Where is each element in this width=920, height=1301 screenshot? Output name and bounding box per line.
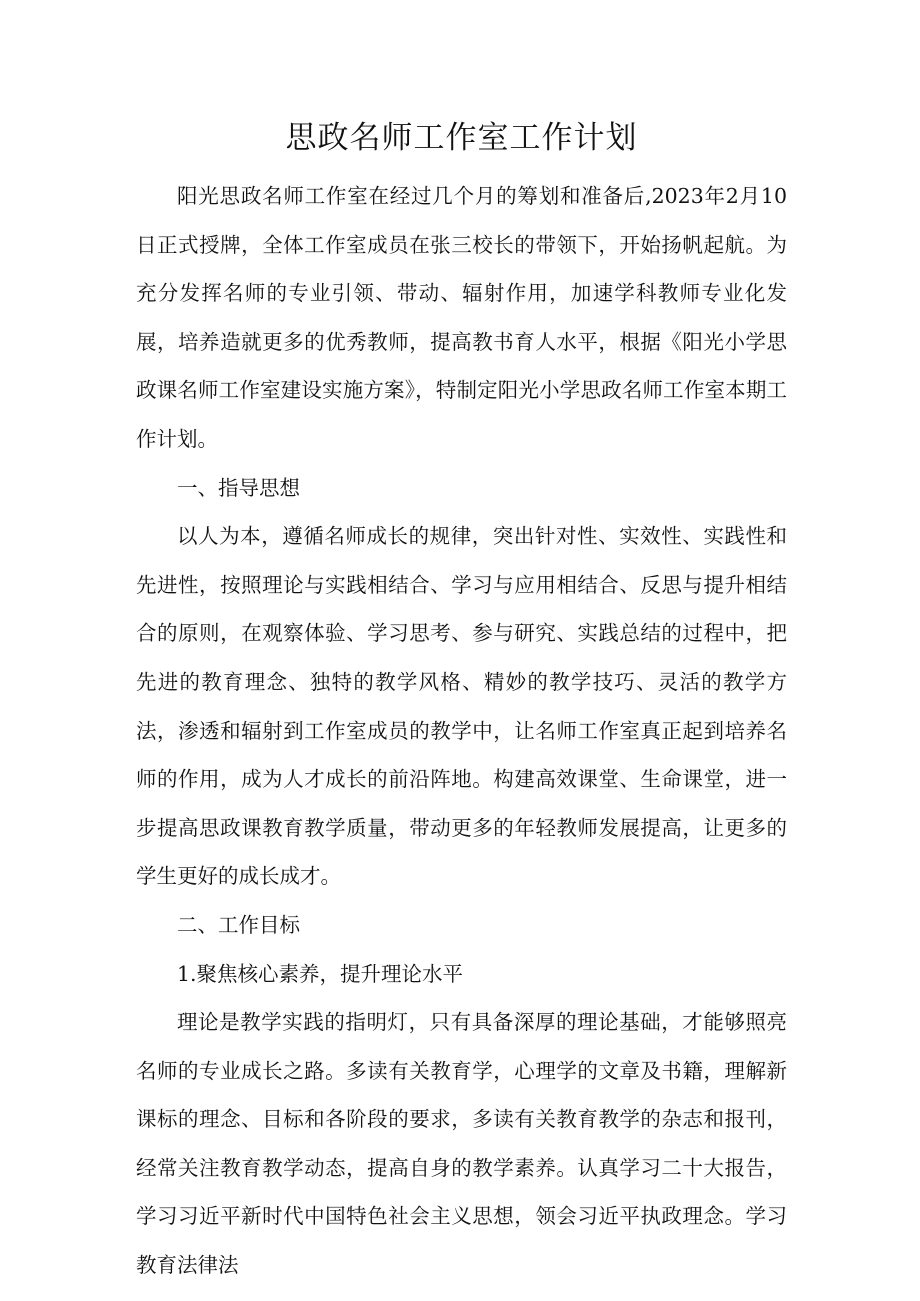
core-literacy-paragraph: 理论是教学实践的指明灯，只有具备深厚的理论基础，才能够照亮名师的专业成长之路。多读有关教育学，心理学的文章及书籍，理解新课标的理念、目标和各阶段的要求，多读有关教育教学的杂志和报刊，经常关注教育教学动态，提高自身的教学素养。认真学习二十大报告，学习习近平新时代中国特色社会主义思想，领会习近平执政理念。学习教育法律法 [136, 1010, 787, 1278]
intro-paragraph: 阳光思政名师工作室在经过几个月的筹划和准备后,2023年2月10日正式授牌，全体工作室成员在张三校长的带领下，开始扬帆起航。为充分发挥名师的专业引领、带动、辐射作用，加速学科教师专业化发展，培养造就更多的优秀教师，提高教书育人水平，根据《阳光小学思政课名师工作室建设实施方案》，特制定阳光小学思政名师工作室本期工作计划。 [136, 184, 787, 451]
subsection-heading-core-literacy: 1.聚焦核心素养，提升理论水平 [177, 961, 464, 986]
section-heading-guiding-thought: 一、指导思想 [177, 475, 300, 500]
section-heading-work-goals: 二、工作目标 [177, 912, 300, 937]
guiding-thought-paragraph: 以人为本，遵循名师成长的规律，突出针对性、实效性、实践性和先进性，按照理论与实践相结合、学习与应用相结合、反思与提升相结合的原则，在观察体验、学习思考、参与研究、实践总结的过程中，把先进的教育理念、独特的教学风格、精妙的教学技巧、灵活的教学方法，渗透和辐射到工作室成员的教学中，让名师工作室真正起到培养名师的作用，成为人才成长的前沿阵地。构建高效课堂、生命课堂，进一步提高思政课教育教学质量，带动更多的年轻教师发展提高，让更多的学生更好的成长成才。 [136, 524, 787, 889]
document-title: 思政名师工作室工作计划 [285, 120, 638, 156]
